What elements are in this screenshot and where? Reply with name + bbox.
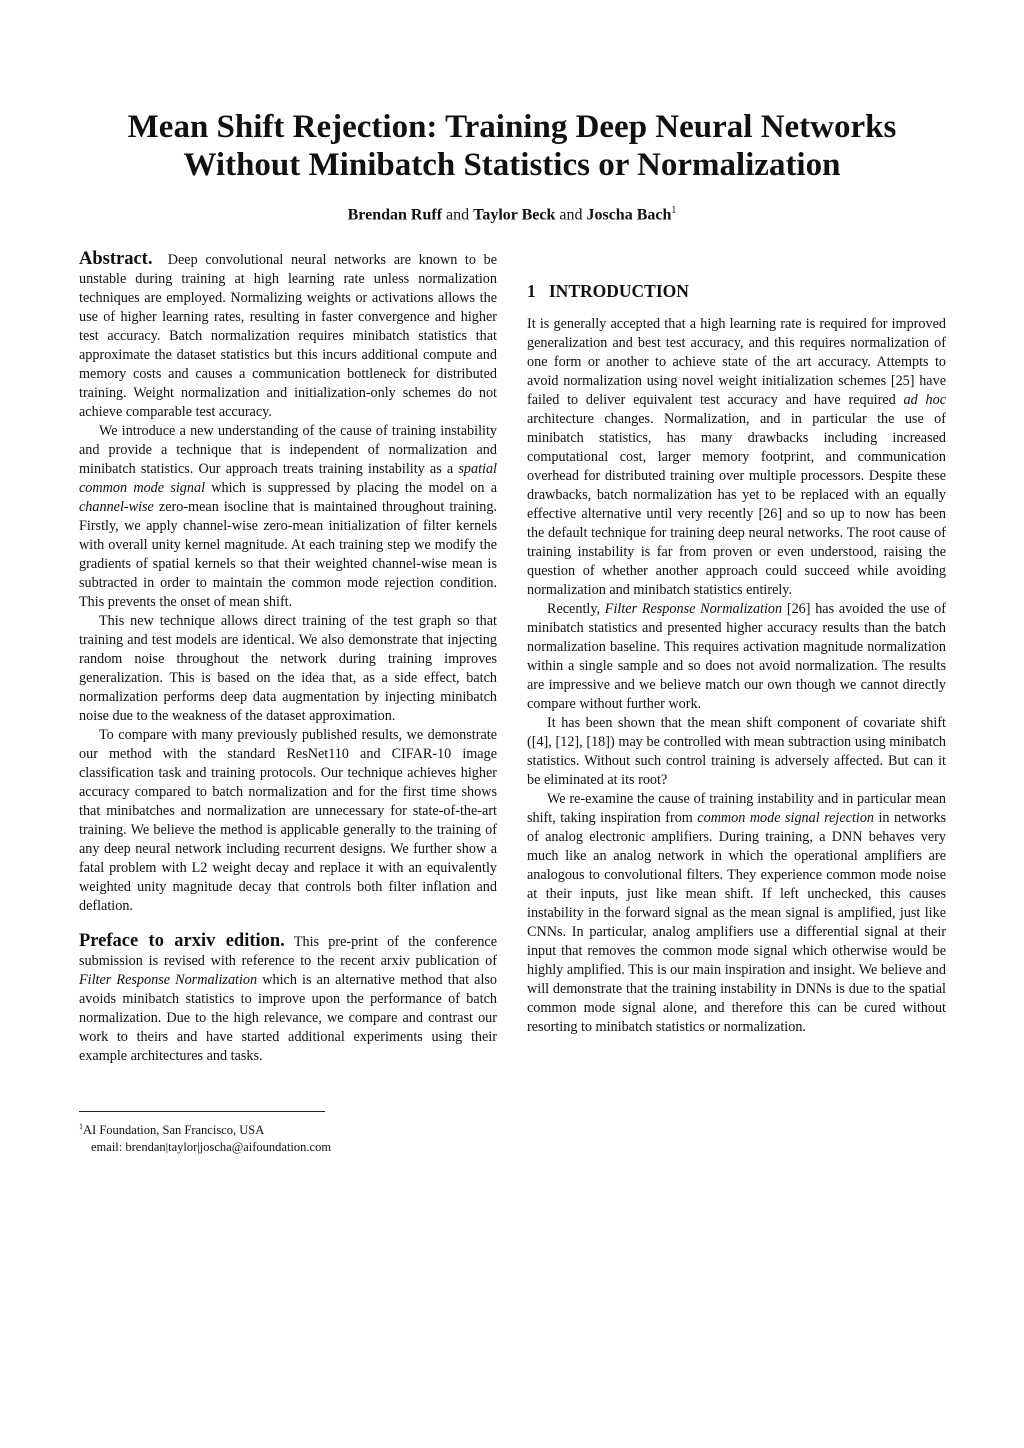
intro-paragraph: Recently, Filter Response Normalization [26] has avoided the use of minibatch statistics and presented higher accuracy results than the batch normalization baseline. This requires activation magnitude normalization within a single sample and so does not avoid normalization. The results are impressive and we believe match our own though we cannot directly compare without further work. (527, 601, 946, 712)
intro-paragraph: We re-examine the cause of training instability and in particular mean shift, taking inspiration from common mode signal rejection in networks of analog electronic amplifiers. During training, a DNN behaves very much like an analog network in which the operational amplifiers are analogous to convolutional filters. They experience common mode noise at their inputs, just like mean shift. If left unchecked, this causes instability in the forward signal as the mean signal is amplified, just like CNNs. In particular, analog amplifiers use a differential signal at their input that removes the common mode signal which otherwise would be highly amplified. This is our main inspiration and insight. We believe and will demonstrate that the training instability in DNNs is due to the spatial common mode signal alone, and therefore this can be cured without resorting to minibatch statistics or normalization. (527, 791, 946, 1035)
footnote-affiliation: $^1$AI Foundation, San Francisco, USA (79, 1122, 265, 1138)
paper-title-line-1: Mean Shift Rejection: Training Deep Neural Networks (127, 109, 897, 145)
paper-title (0, 108, 1024, 184)
footnote-email: email: brendan|taylor|joscha@aifoundation.com (91, 1140, 332, 1155)
footnote-rule (79, 1111, 325, 1112)
intro-paragraph: It has been shown that the mean shift component of covariate shift ([4], [12], [18]) may be controlled with mean subtraction using minibatch statistics. Without such control training is adversely affected. But can it be eliminated at its root? (527, 715, 946, 788)
author-beck: Taylor Beck (473, 206, 556, 224)
preface-heading: Preface to arxiv edition. (79, 931, 285, 951)
author-bach: Joscha Bach (586, 206, 672, 224)
emphasis: ad hoc (903, 392, 946, 408)
emphasis: channel-wise (79, 499, 154, 515)
abstract-paragraph: We introduce a new understanding of the cause of training instability and provide a technique that is independent of normalization and minibatch statistics. Our approach treats training instability as a spatial common mode signal which is suppressed by placing the model on a channel-wise zero-mean isocline that is maintained throughout training. Firstly, we apply channel-wise zero-mean initialization of filter kernels with overall unity kernel magnitude. At each training step we modify the gradients of spatial kernels so that their weighted channel-wise mean is subtracted in order to maintain the common mode rejection condition. This prevents the onset of mean shift. (79, 423, 497, 610)
intro-paragraph: It is generally accepted that a high learning rate is required for improved generalization and best test accuracy, and this requires normalization of one form or another to achieve state of the art accuracy. Attempts to avoid normalization using novel weight initialization schemes [25] have failed to deliver equivalent test accuracy and have required ad hoc architecture changes. Normalization, and in particular the use of minibatch statistics, has many drawbacks including increased computational cost, larger memory footprint, and communication overhead for distributed training over multiple processors. Despite these drawbacks, batch normalization has yet to be replaced with an equally effective alternative until very recently [26] and so up to now has been the default technique for training deep neural networks. The root cause of training instability is far from proven or even understood, raising the question of whether another approach could succeed while avoiding normalization and minibatch statistics entirely. (527, 316, 946, 598)
author-list (0, 200, 1024, 226)
author-separator: and (446, 206, 470, 224)
author-ruff: Brendan Ruff (347, 206, 443, 224)
abstract-paragraph: This new technique allows direct training of the test graph so that training and test models are identical. We also demonstrate that injecting random noise throughout the network during training improves generalization. This is based on the idea that, as a side effect, batch normalization performs deep data augmentation by injecting minibatch noise due to the weakness of the dataset approximation. (79, 613, 497, 724)
section-heading-introduction: 1 INTRODUCTION (527, 281, 689, 301)
emphasis: spatial common mode signal (79, 461, 497, 496)
footnote-mark: 1 (79, 1122, 83, 1131)
emphasis: Filter Response Normalization (79, 972, 258, 988)
emphasis: Filter Response Normalization (604, 601, 783, 617)
abstract-heading: Abstract. (79, 249, 153, 269)
preface-paragraph: Preface to arxiv edition. This pre-print of the conference submission is revised with reference to the recent arxiv publication of Filter Response Normalization which is an alternative method that also avoids minibatch statistics to improve upon the performance of batch normalization. Due to the high relevance, we compare and contrast our work to theirs and have started additional experiments using their example architectures and tasks. (79, 931, 498, 1064)
affiliation-mark: 1 (671, 205, 677, 216)
footnote (79, 1118, 519, 1156)
left-column (79, 250, 497, 1066)
author-separator: and (559, 206, 583, 224)
right-column (527, 280, 946, 1037)
abstract-paragraph: Abstract. Deep convolutional neural networks are known to be unstable during training at high learning rate unless normalization techniques are employed. Normalizing weights or activations allows the use of higher learning rates, resulting in faster convergence and higher test accuracy. Batch normalization requires minibatch statistics that approximate the dataset statistics but this incurs additional compute and memory costs and causes a communication bottleneck for distributed training. Weight normalization and initialization-only schemes do not achieve comparable test accuracy. (79, 249, 497, 420)
paper-title-line-2: Without Minibatch Statistics or Normalization (183, 147, 841, 183)
emphasis: common mode signal rejection (697, 810, 875, 826)
abstract-paragraph: To compare with many previously published results, we demonstrate our method with the standard ResNet110 and CIFAR-10 image classification task and training protocols. Our technique achieves higher accuracy compared to batch normalization and for the first time shows that minibatches and normalization are unnecessary for state-of-the-art training. We believe the method is applicable generally to the training of any deep neural network including recurrent designs. We further show a fatal problem with L2 weight decay and replace it with an equivalently weighted unity magnitude decay that controls both filter inflation and deflation. (79, 727, 497, 914)
